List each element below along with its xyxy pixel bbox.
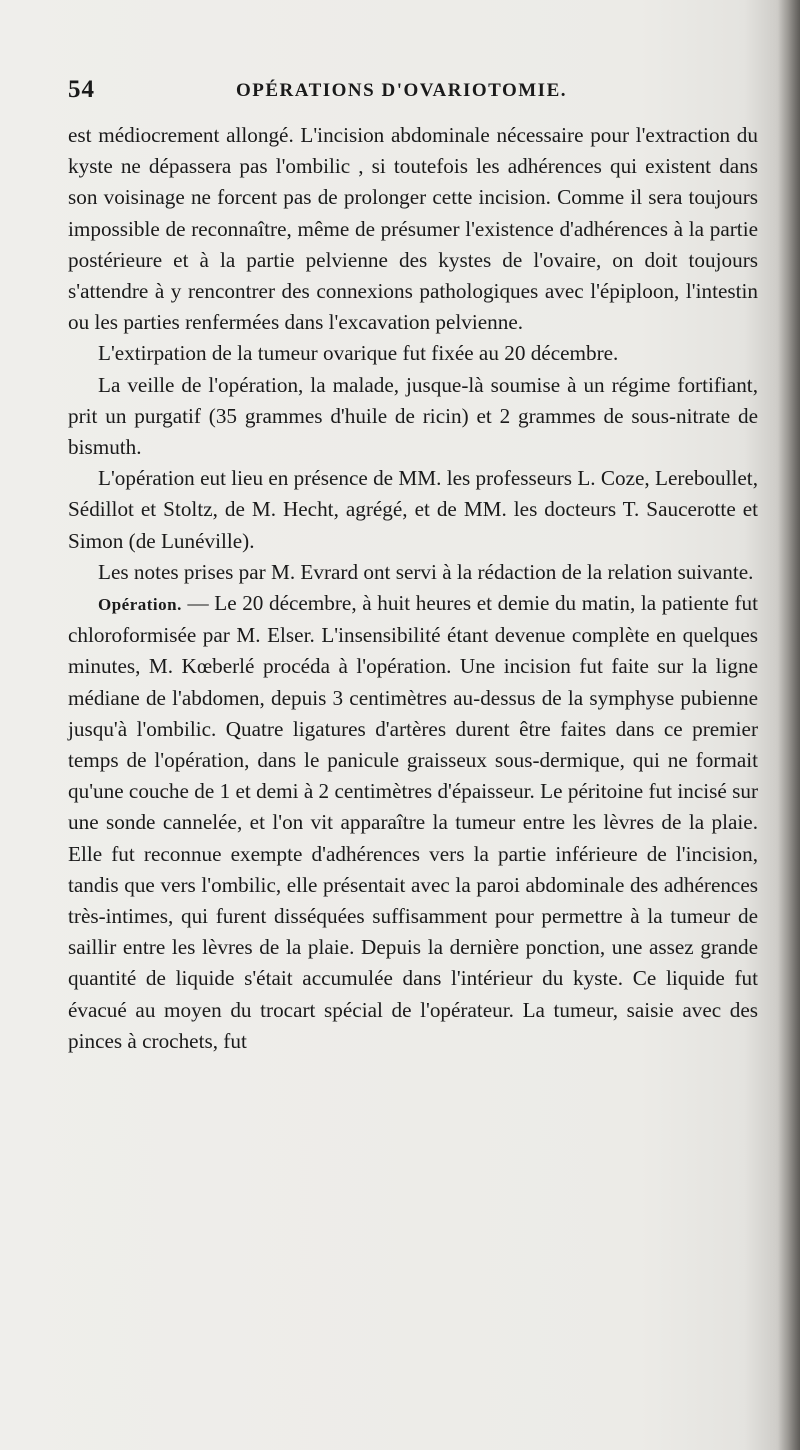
operation-text: — Le 20 décembre, à huit heures et demie du matin, la patiente fut chloroformisée par M. Elser. L'insensibilité étant devenue complète en quelques minutes, M. Kœberlé procéda à l'opération. Une incision fut faite sur la ligne médiane de l'abdomen, depuis 3 centimètres au-dessus de la symphyse pubienne jusqu'à l'ombilic. Quatre ligatures d'artères durent être faites dans ce premier temps de l'opération, dans le panicule graisseux sous-dermique, qui ne formait qu'une couche de 1 et demi à 2 centimètres d'épaisseur. Le péritoine fut incisé sur une sonde cannelée, et l'on vit apparaître la tumeur entre les lèvres de la plaie. Elle fut reconnue exempte d'adhérences vers la partie inférieure de l'incision, tandis que vers l'ombilic, elle présentait avec la paroi abdominale des adhérences très-intimes, qui furent disséquées suffisamment pour permettre à la tumeur de saillir entre les lèvres de la plaie. Depuis la dernière ponction, une assez grande quantité de liquide s'était accumulée dans l'intérieur du kyste. Ce liquide fut évacué au moyen du trocart spécial de l'opérateur. La tumeur, saisie avec des pinces à crochets, fut <box>68 591 758 1053</box>
paragraph-continuation: est médiocrement allongé. L'incision abdominale nécessaire pour l'extraction du kyste ne dépassera pas l'ombilic , si toutefois les adhérences qui existent dans son voisinage ne forcent pas de prolonger cette incision. Comme il sera toujours impossible de reconnaître, même de présumer l'existence d'adhérences à la partie postérieure et à la partie pelvienne des kystes de l'ovaire, on doit toujours s'attendre à y rencontrer des connexions pathologiques avec l'épiploon, l'intestin ou les parties renfermées dans l'excavation pelvienne. <box>68 123 758 335</box>
running-head: OPÉRATIONS D'OVARIOTOMIE. <box>236 80 567 101</box>
page-edge-shadow <box>778 0 800 1450</box>
paragraph-operation <box>68 588 758 1057</box>
body-text <box>68 120 758 1057</box>
page-header <box>68 76 758 106</box>
paragraph-attendees: L'opération eut lieu en présence de MM. les professeurs L. Coze, Lereboullet, Sédillot et Stoltz, de M. Hecht, agrégé, et de MM. les docteurs T. Saucerotte et Simon (de Lunéville). <box>68 466 758 553</box>
paragraph-eve-of-operation: La veille de l'opération, la malade, jusque-là soumise à un régime fortifiant, prit un purgatif (35 grammes d'huile de ricin) et 2 grammes de sous-nitrate de bismuth. <box>68 372 758 460</box>
paragraph-notes: Les notes prises par M. Evrard ont servi à la rédaction de la relation suivante. <box>98 559 754 584</box>
section-label-operation: Opération. <box>98 595 182 615</box>
page-number: 54 <box>68 76 95 103</box>
paragraph-extirpation-date: L'extirpation de la tumeur ovarique fut fixée au 20 décembre. <box>98 341 619 366</box>
